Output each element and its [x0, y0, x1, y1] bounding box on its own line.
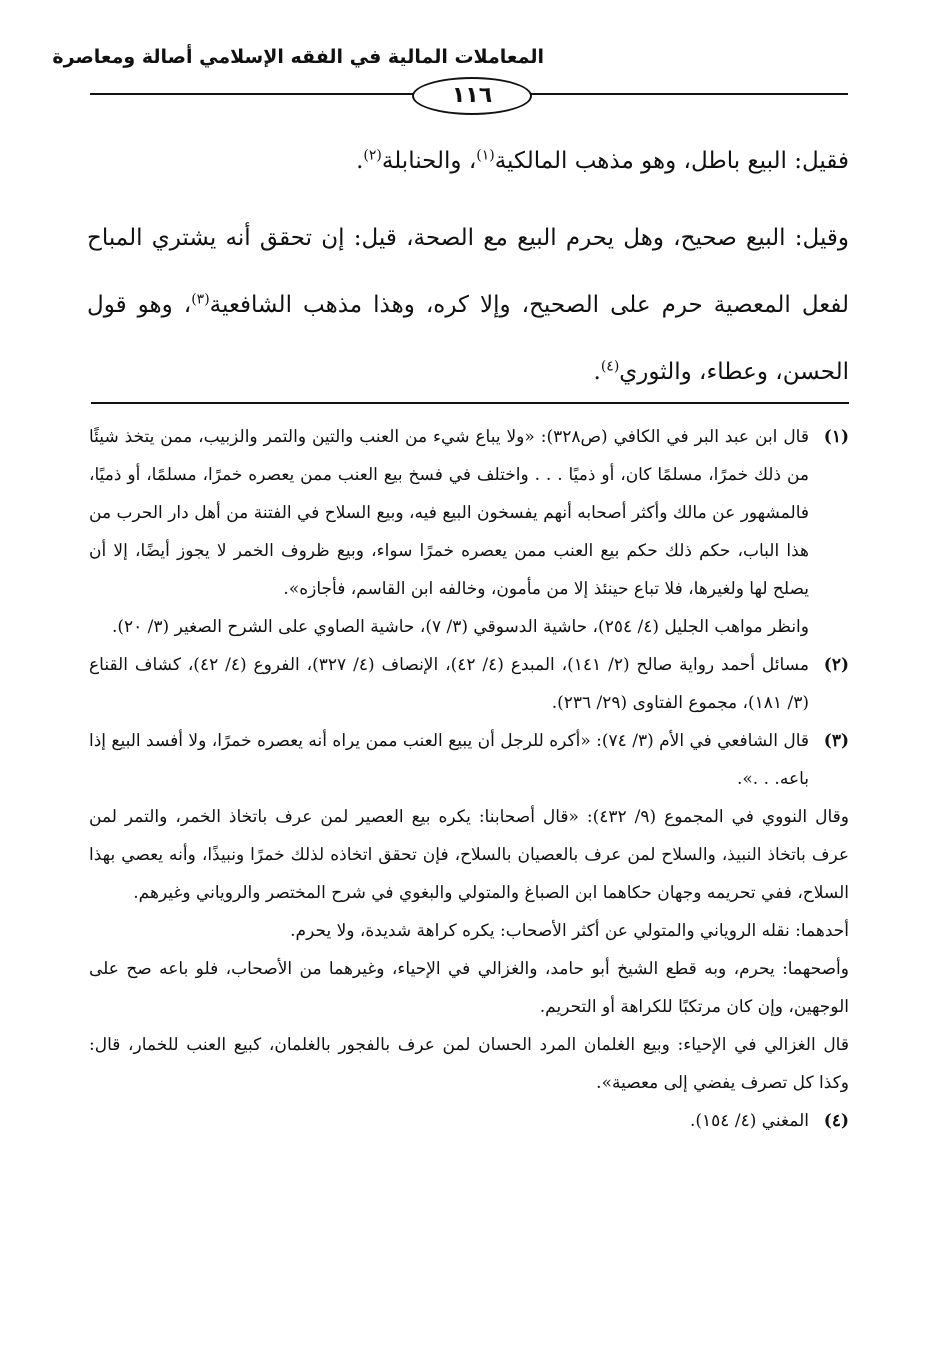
paragraph-2 — [87, 205, 849, 406]
paragraph-2-mid: ، وهو قول الحسن، وعطاء، والثوري — [87, 292, 849, 385]
footnote-4-number: (٤) — [823, 1111, 849, 1131]
footnote-ref-4: (٤) — [600, 358, 620, 375]
footnote-3-first-view: أحدهما: نقله الروياني والمتولي عن أكثر الأصحاب: يكره كراهة شديدة، ولا يحرم. — [290, 921, 849, 941]
main-text — [87, 128, 849, 406]
footnote-3-nawawi: وقال النووي في المجموع (٩/ ٤٣٢): «قال أصحابنا: يكره بيع العصير لمن عرف باتخاذ الخمر، والتمر لمن عرف باتخاذ النبيذ، والسلاح لمن عرف بالعصيان بالسلاح، فإن تحقق اتخاذه لذلك خمرًا ونبيذًا، وأنه يعصي بهذا السلاح، ففي تحريمه وجهان حكاهما ابن الصباغ والمتولي والبغوي في شرح المختصر والروياني وغيرهم. — [89, 807, 849, 903]
footnote-2-number: (٢) — [823, 655, 849, 675]
footnote-2 — [89, 646, 849, 722]
page-number: ١١٦ — [412, 77, 532, 115]
footnote-3 — [89, 722, 849, 798]
footnote-4 — [89, 1102, 849, 1140]
footnotes — [89, 418, 849, 1140]
footnote-ref-3: (٣) — [191, 291, 210, 308]
footnote-ref-2: (٢) — [363, 147, 382, 164]
footnote-1 — [89, 418, 849, 646]
paragraph-1 — [87, 128, 849, 195]
footnote-4-text: المغني (٤/ ١٥٤). — [689, 1111, 809, 1131]
paragraph-1-mid: ، والحنابلة — [381, 148, 477, 174]
paragraph-2-text: وقيل: البيع صحيح، وهل يحرم البيع مع الصحة، قيل: إن تحقق أنه يشتري المباح لفعل المعصية حرم على الصحيح، وإلا كره، وهذا مذهب الشافعية — [87, 225, 849, 318]
footnote-2-text: مسائل أحمد رواية صالح (٢/ ١٤١)، المبدع (٤/ ٤٢)، الإنصاف (٤/ ٣٢٧)، الفروع (٤/ ٤٢)، كشاف القناع (٣/ ١٨١)، مجموع الفتاوى (٢٩/ ٢٣٦). — [89, 655, 809, 713]
paragraph-1-end: . — [356, 148, 364, 174]
footnote-3-number: (٣) — [823, 731, 849, 751]
paragraph-1-text: فقيل: البيع باطل، وهو مذهب المالكية — [494, 148, 849, 174]
running-header-title: المعاملات المالية في الفقه الإسلامي أصالة ومعاصرة — [52, 46, 544, 68]
footnote-separator — [91, 402, 849, 404]
footnote-3-second-view: وأصحهما: يحرم، وبه قطع الشيخ أبو حامد، والغزالي في الإحياء، وغيرهما من الأصحاب، فلو باعه صح على الوجهين، وإن كان مرتكبًا للكراهة أو التحريم. — [89, 959, 849, 1017]
footnote-1-number: (١) — [823, 427, 849, 447]
footnote-3-ghazali: قال الغزالي في الإحياء: وبيع الغلمان المرد الحسان لمن عرف بالفجور بالغلمان، كبيع العنب للخمار، قال: وكذا كل تصرف يفضي إلى معصية». — [89, 1035, 849, 1093]
footnote-ref-1: (١) — [476, 147, 495, 164]
footnote-1-see-also: وانظر مواهب الجليل (٤/ ٢٥٤)، حاشية الدسوقي (٣/ ٧)، حاشية الصاوي على الشرح الصغير (٣/ ٢٠). — [111, 617, 809, 637]
footnote-1-text: قال ابن عبد البر في الكافي (ص٣٢٨): «ولا يباع شيء من العنب والتين والتمر والزبيب، ممن يتخذ شيئًا من ذلك خمرًا، مسلمًا كان، أو ذميًا . . . واختلف في فسخ بيع العنب ممن يعصره خمرًا، مسلمًا، أو ذميًا، فالمشهور عن مالك وأكثر أصحابه أنهم يفسخون البيع فيه، وبيع السلاح في الفتنة من أهل دار الحرب من هذا الباب، حكم ذلك حكم بيع العنب ممن يعصره خمرًا سواء، وبيع ظروف الخمر لا يجوز أيضًا، إلا أن يصلح لها ولغيرها، فلا تباع حينئذ إلا من مأمون، وخالفه ابن القاسم، فأجازه». — [89, 427, 809, 599]
footnote-3-text: قال الشافعي في الأم (٣/ ٧٤): «أكره للرجل أن يبيع العنب ممن يراه أنه يعصره خمرًا، ولا أفسد البيع إذا باعه. . .». — [89, 731, 810, 789]
paragraph-2-end: . — [593, 359, 601, 385]
